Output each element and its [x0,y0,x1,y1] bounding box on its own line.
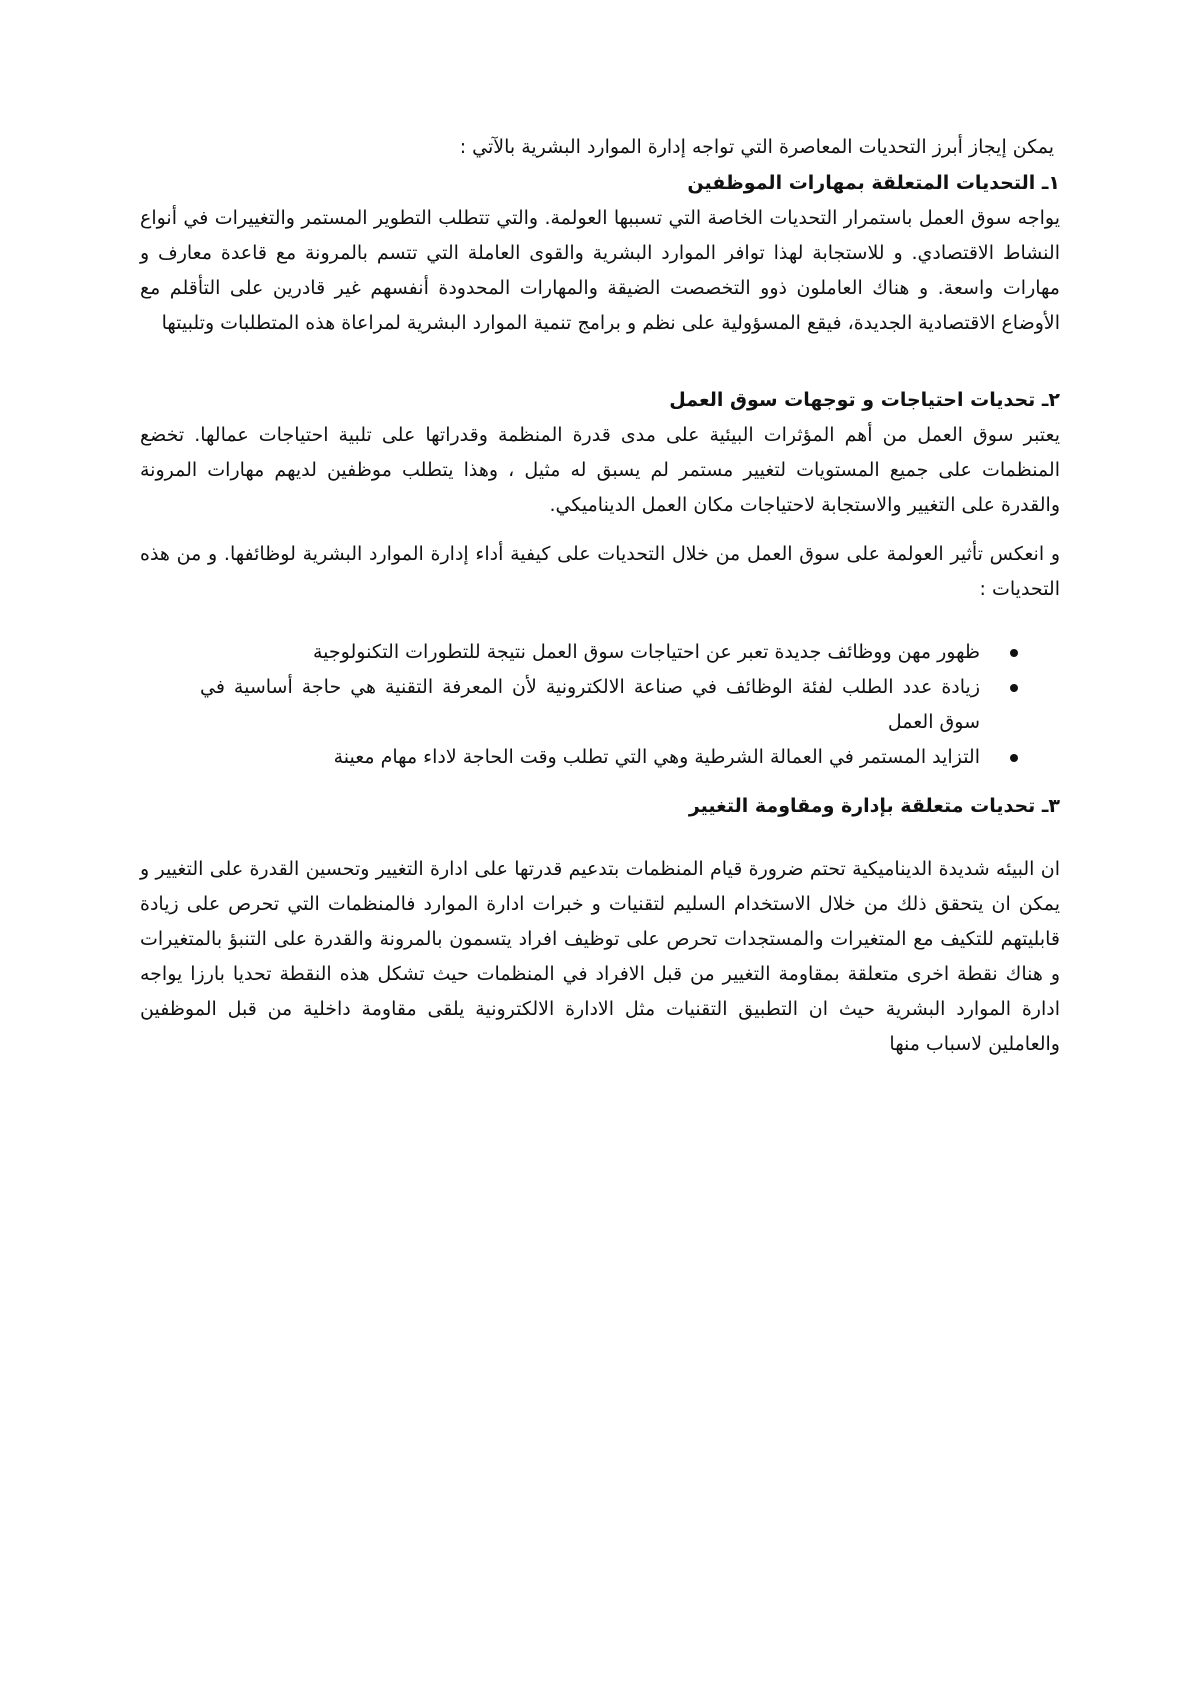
list-item [200,635,1060,670]
spacer [140,607,1060,635]
bullet-icon [1010,754,1018,762]
intro-paragraph: يمكن إيجاز أبرز التحديات المعاصرة التي تواجه إدارة الموارد البشرية بالآتي : [459,136,1054,158]
list-item-text: ظهور مهن ووظائف جديدة تعبر عن احتياجات سوق العمل نتيجة للتطورات التكنولوجية [313,641,980,663]
bullet-icon [1010,649,1018,657]
section2-heading: ٢ـ تحديات احتياجات و توجهات سوق العمل [669,389,1060,411]
spacer [140,341,1060,383]
section3-heading: ٣ـ تحديات متعلقة بإدارة ومقاومة التغيير [688,795,1060,817]
document-page [140,130,1060,1062]
bullet-icon [1010,684,1018,692]
list-item [200,670,1060,740]
spacer [140,824,1060,852]
section1-body: يواجه سوق العمل باستمرار التحديات الخاصة التي تسببها العولمة. والتي تتطلب التطوير المستمر والتغييرات في أنواع النشاط الاقتصادي. و للاستجابة لهذا توافر الموارد البشرية والقوى العاملة التي تتسم بالمرونة مع قاعدة معارف و مهارات واسعة. و هناك العاملون ذوو التخصصت الضيقة والمهارات المحدودة أنفسهم غير قادرين على التأقلم مع الأوضاع الاقتصادية الجديدة، فيقع المسؤولية على نظم و برامج تنمية الموارد البشرية لمراعاة هذه المتطلبات وتلبيتها [140,207,1060,334]
list-item [200,740,1060,775]
section2-body-2: و انعكس تأثير العولمة على سوق العمل من خلال التحديات على كيفية أداء إدارة الموارد البشرية لوظائفها. و من هذه التحديات : [140,543,1060,600]
list-item-text: زيادة عدد الطلب لفئة الوظائف في صناعة الالكترونية لأن المعرفة التقنية هي حاجة أساسية في سوق العمل [200,676,980,733]
challenges-list [140,635,1060,775]
section3-body: ان البيئه شديدة الديناميكية تحتم ضرورة قيام المنظمات بتدعيم قدرتها على ادارة التغيير وتحسين القدرة على التغيير و يمكن ان يتحقق ذلك من خلال الاستخدام السليم لتقنيات و خبرات ادارة الموارد فالمنظمات التي تحرص على زيادة قابليتهم للتكيف مع المتغيرات والمستجدات تحرص على توظيف افراد يتسمون بالمرونة والقدرة على التنبؤ بالمتغيرات و هناك نقطة اخرى متعلقة بمقاومة التغيير من قبل الافراد في المنظمات حيث تشكل هذه النقطة تحديا بارزا يواجه ادارة الموارد البشرية حيث ان التطبيق التقنيات مثل الادارة الالكترونية يلقى مقاومة داخلية من قبل الموظفين والعاملين لاسباب منها [140,858,1060,1055]
spacer [140,775,1060,789]
section2-body-1: يعتبر سوق العمل من أهم المؤثرات البيئية على مدى قدرة المنظمة وقدراتها على تلبية احتياجات عمالها. تخضع المنظمات على جميع المستويات لتغيير مستمر لم يسبق له مثيل ، وهذا يتطلب موظفين لديهم مهارات المرونة والقدرة على التغيير والاستجابة لاحتياجات مكان العمل الديناميكي. [140,424,1060,516]
section1-heading: ١ـ التحديات المتعلقة بمهارات الموظفين [687,172,1060,194]
spacer [140,523,1060,537]
list-item-text: التزايد المستمر في العمالة الشرطية وهي التي تطلب وقت الحاجة لاداء مهام معينة [333,746,980,768]
